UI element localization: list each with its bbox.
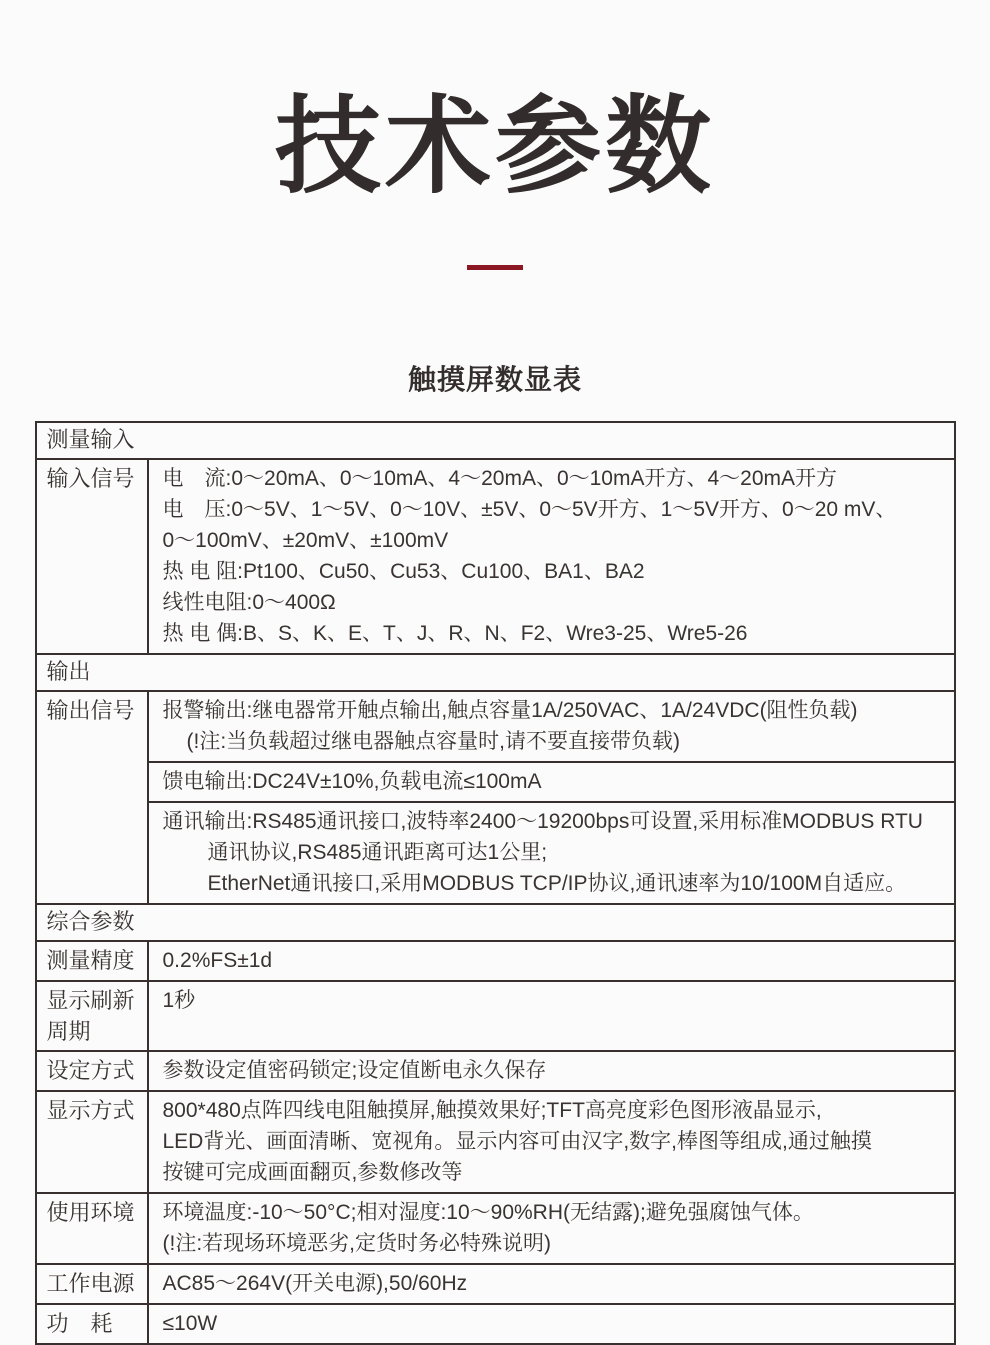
section-label-general-params: 综合参数 — [36, 904, 955, 941]
section-label-measurement-input: 测量输入 — [36, 422, 955, 459]
row-label-output-signal: 输出信号 — [36, 691, 148, 904]
row-content-input-signal — [148, 459, 955, 654]
row-output-signal-feed — [36, 762, 955, 802]
row-power-supply — [36, 1264, 955, 1304]
content-line: 报警输出:继电器常开触点输出,触点容量1A/250VAC、1A/24VDC(阻性负载) — [162, 699, 858, 723]
row-label-setting-method: 设定方式 — [36, 1051, 148, 1091]
section-row-output — [36, 654, 955, 691]
row-output-signal-comm — [36, 802, 955, 904]
section-row-measurement-input — [36, 422, 955, 459]
row-content-environment — [148, 1193, 955, 1264]
content-line: 电 流:0～20mA、0～10mA、4～20mA、0～10mA开方、4～20mA开方 — [162, 467, 838, 491]
content-line-note: (!注:若现场环境恶劣,定货时务必特殊说明) — [162, 1232, 551, 1256]
row-refresh-period — [36, 981, 955, 1051]
row-content-setting-method: 参数设定值密码锁定;设定值断电永久保存 — [148, 1051, 955, 1091]
content-line: 热 电 偶:B、S、K、E、T、J、R、N、F2、Wre3-25、Wre5-26 — [162, 622, 748, 646]
page-title: 技术参数 — [275, 88, 715, 206]
content-line: 0～100mV、±20mV、±100mV — [162, 529, 449, 553]
row-output-signal-alarm — [36, 691, 955, 762]
row-setting-method — [36, 1051, 955, 1091]
row-content-power-consumption: ≤10W — [148, 1304, 955, 1344]
row-content-display-method — [148, 1091, 955, 1193]
row-label-display-method: 显示方式 — [36, 1091, 148, 1193]
spec-table — [35, 421, 956, 1345]
content-line: EtherNet通讯接口,采用MODBUS TCP/IP协议,通讯速率为10/100M自适应。 — [207, 872, 907, 896]
content-line: 电 压:0～5V、1～5V、0～10V、±5V、0～5V开方、1～5V开方、0～20 mV、 — [162, 498, 897, 522]
row-label-input-signal: 输入信号 — [36, 459, 148, 654]
row-content-alarm-output — [148, 691, 955, 762]
row-input-signal — [36, 459, 955, 654]
row-power-consumption — [36, 1304, 955, 1344]
content-line: 通讯输出:RS485通讯接口,波特率2400～19200bps可设置,采用标准MODBUS RTU — [162, 810, 923, 834]
content-line: 环境温度:-10～50°C;相对湿度:10～90%RH(无结露);避免强腐蚀气体。 — [162, 1201, 814, 1225]
row-accuracy — [36, 941, 955, 981]
row-environment — [36, 1193, 955, 1264]
content-line: 800*480点阵四线电阻触摸屏,触摸效果好;TFT高亮度彩色图形液晶显示, — [162, 1099, 822, 1123]
row-label-power-supply: 工作电源 — [36, 1264, 148, 1304]
table-title: 触摸屏数显表 — [407, 364, 582, 396]
content-line: 按键可完成画面翻页,参数修改等 — [162, 1161, 463, 1185]
row-label-accuracy: 测量精度 — [36, 941, 148, 981]
row-label-environment: 使用环境 — [36, 1193, 148, 1264]
content-line: 通讯协议,RS485通讯距离可达1公里; — [207, 841, 548, 865]
row-content-accuracy: 0.2%FS±1d — [148, 941, 955, 981]
row-label-refresh-period: 显示刷新周期 — [36, 981, 148, 1051]
row-content-refresh-period: 1秒 — [148, 981, 955, 1051]
section-row-general-params — [36, 904, 955, 941]
section-label-output: 输出 — [36, 654, 955, 691]
content-line: LED背光、画面清晰、宽视角。显示内容可由汉字,数字,棒图等组成,通过触摸 — [162, 1130, 872, 1154]
row-label-power-consumption: 功 耗 — [36, 1304, 148, 1344]
title-accent-divider — [467, 265, 523, 270]
content-line: 线性电阻:0～400Ω — [162, 591, 336, 615]
row-display-method — [36, 1091, 955, 1193]
row-content-comm-output — [148, 802, 955, 904]
row-content-feed-output: 馈电输出:DC24V±10%,负载电流≤100mA — [148, 762, 955, 802]
content-line-note: (!注:当负载超过继电器触点容量时,请不要直接带负载) — [186, 730, 680, 754]
row-content-power-supply: AC85～264V(开关电源),50/60Hz — [148, 1264, 955, 1304]
content-line: 热 电 阻:Pt100、Cu50、Cu53、Cu100、BA1、BA2 — [162, 560, 645, 584]
